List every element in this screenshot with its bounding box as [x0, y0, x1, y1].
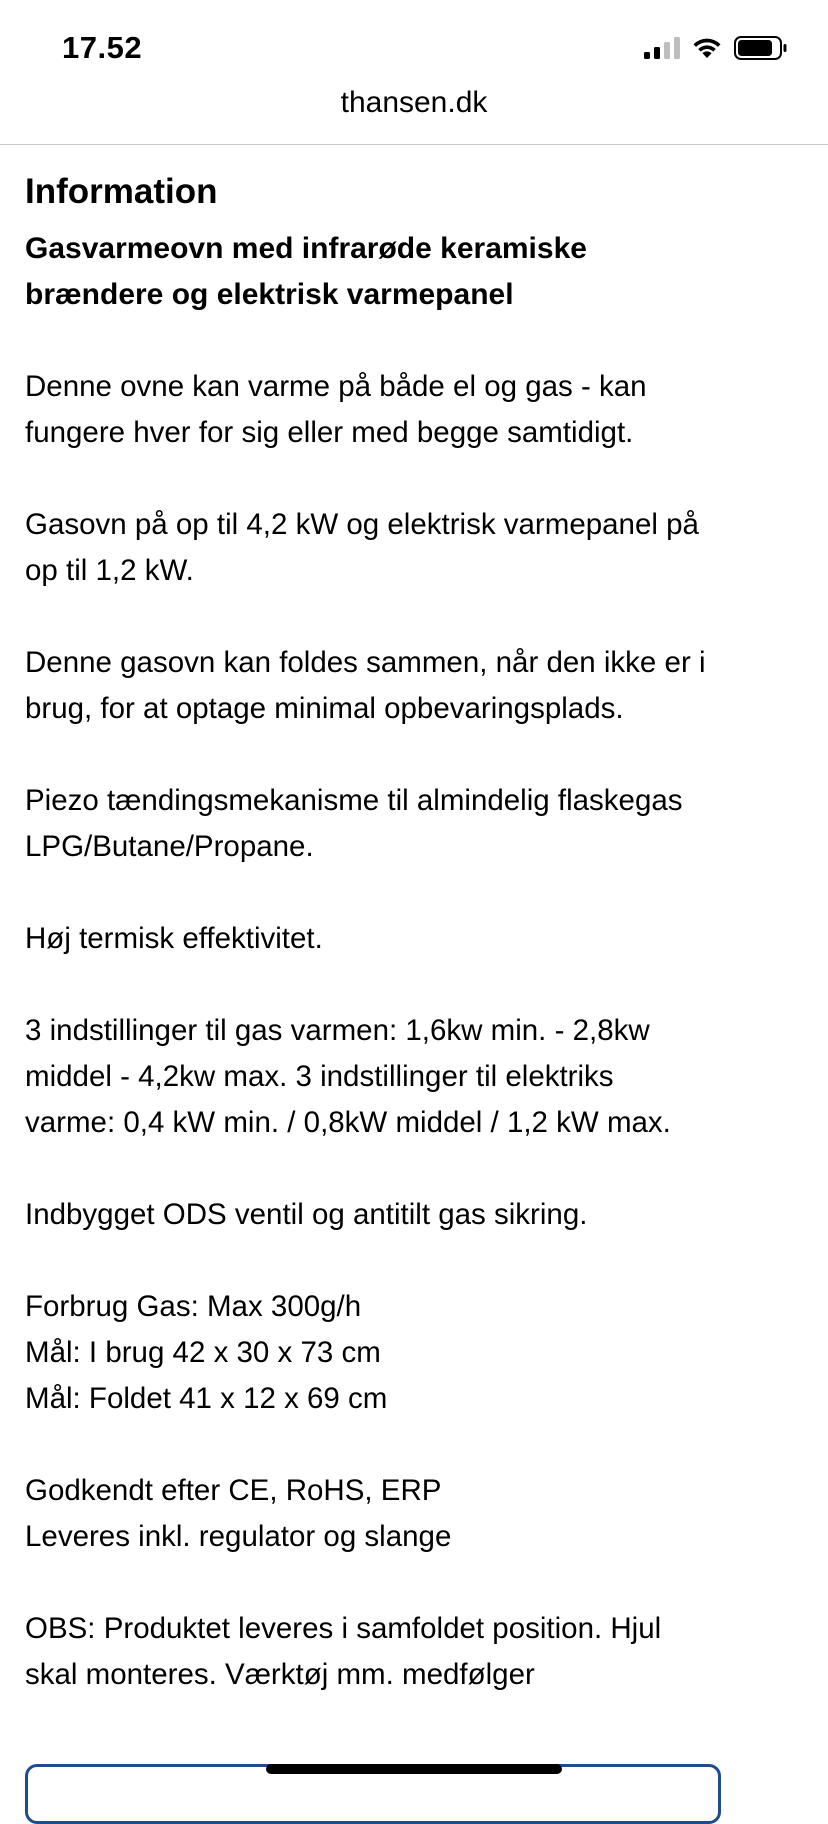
- description-paragraph: [25, 1284, 815, 1422]
- paragraph-line: Indbygget ODS ventil og antitilt gas sikring.: [25, 1198, 588, 1231]
- status-time: 17.52: [62, 30, 143, 65]
- description-paragraph: [25, 778, 815, 870]
- home-indicator[interactable]: [266, 1764, 562, 1774]
- paragraph-line: Mål: Foldet 41 x 12 x 69 cm: [25, 1382, 388, 1415]
- cellular-signal-icon: [644, 37, 680, 59]
- product-information: [25, 160, 815, 1744]
- description-paragraph: [25, 1606, 815, 1698]
- paragraph-line: Piezo tændingsmekanisme til almindelig flaskegas: [25, 784, 683, 817]
- paragraph-line: Gasovn på op til 4,2 kW og elektrisk varmepanel på: [25, 508, 699, 541]
- paragraph-line: Leveres inkl. regulator og slange: [25, 1520, 452, 1553]
- paragraph-line: Forbrug Gas: Max 300g/h: [25, 1290, 362, 1323]
- paragraph-line: Denne ovne kan varme på både el og gas - kan: [25, 370, 647, 403]
- description-paragraph: [25, 916, 815, 962]
- description-paragraph: [25, 364, 815, 456]
- status-bar: [0, 0, 828, 100]
- description-paragraph: [25, 640, 815, 732]
- paragraph-line: varme: 0,4 kW min. / 0,8kW middel / 1,2 kW max.: [25, 1106, 671, 1139]
- description-paragraph: [25, 1192, 815, 1238]
- header-divider: [0, 144, 828, 145]
- paragraph-line: brug, for at optage minimal opbevaringsplads.: [25, 692, 624, 725]
- paragraph-line: 3 indstillinger til gas varmen: 1,6kw min. - 2,8kw: [25, 1014, 650, 1047]
- paragraph-line: Mål: I brug 42 x 30 x 73 cm: [25, 1336, 381, 1369]
- paragraph-line: Høj termisk effektivitet.: [25, 922, 323, 955]
- status-icons: [644, 36, 788, 60]
- browser-url[interactable]: thansen.dk: [340, 86, 488, 119]
- description-paragraph: [25, 1008, 815, 1146]
- product-title-line: brændere og elektrisk varmepanel: [25, 278, 514, 311]
- paragraph-line: Denne gasovn kan foldes sammen, når den ikke er i: [25, 646, 706, 679]
- product-title: [25, 226, 815, 318]
- product-title-line: Gasvarmeovn med infrarøde keramiske: [25, 232, 587, 265]
- description-paragraph: [25, 1468, 815, 1560]
- paragraph-line: skal monteres. Værktøj mm. medfølger: [25, 1658, 535, 1691]
- paragraph-line: Godkendt efter CE, RoHS, ERP: [25, 1474, 442, 1507]
- description-paragraph: [25, 502, 815, 594]
- paragraph-line: op til 1,2 kW.: [25, 554, 194, 587]
- paragraph-line: LPG/Butane/Propane.: [25, 830, 314, 863]
- battery-icon: [734, 36, 788, 60]
- paragraph-line: OBS: Produktet leveres i samfoldet position. Hjul: [25, 1612, 662, 1645]
- wifi-icon: [692, 37, 722, 59]
- paragraph-line: fungere hver for sig eller med begge samtidigt.: [25, 416, 634, 449]
- section-title: Information: [25, 172, 218, 211]
- paragraph-line: middel - 4,2kw max. 3 indstillinger til elektriks: [25, 1060, 614, 1093]
